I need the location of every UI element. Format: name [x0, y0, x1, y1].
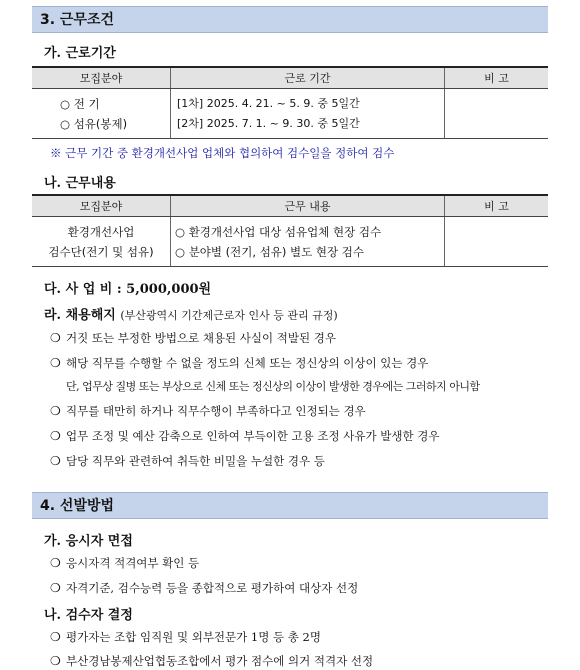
table-header: 비 고 [445, 195, 549, 217]
bullet-icon: ❍ [50, 654, 61, 668]
bullet-icon: ❍ [50, 581, 61, 595]
period-2: [2차] 2025. 7. 1. ~ 9. 30. 중 5일간 [177, 116, 360, 130]
subheading-inspector-decision: 나. 검수자 결정 [44, 608, 133, 623]
work-content-table [32, 194, 548, 267]
table-header: 근로 기간 [171, 67, 445, 89]
work-period-remark: ※ 근무 기간 중 환경개선사업 업체와 협의하여 검수일을 정하여 검수 [50, 146, 395, 160]
field-textile: ○ 섬유(봉제) [60, 116, 128, 131]
list-item: ❍ 업무 조정 및 예산 감축으로 인하여 부득이한 고용 조정 사유가 발생한 경우 [50, 429, 440, 443]
list-item: ❍ 담당 직무와 관련하여 취득한 비밀을 누설한 경우 등 [50, 454, 325, 468]
bullet-icon: ❍ [50, 331, 61, 345]
subheading-budget: 다. 사 업 비 : 5,000,000원 [44, 282, 212, 297]
list-item: ❍ 직무를 태만히 하거나 직무수행이 부족하다고 인정되는 경우 [50, 404, 366, 418]
duty-cell [171, 217, 445, 267]
list-item: ❍ 평가자는 조합 임직원 및 외부전문가 1명 등 총 2명 [50, 630, 321, 644]
table-header: 근무 내용 [171, 195, 445, 217]
subheading-interview: 가. 응시자 면접 [44, 534, 133, 549]
bullet-icon: ❍ [50, 630, 61, 644]
period-cell [171, 89, 445, 139]
list-item: ❍ 부산경남봉제산업협동조합에서 평가 점수에 의거 적격자 선정 [50, 654, 374, 668]
remark-cell [445, 89, 549, 139]
list-item: ❍ 응시자격 적격여부 확인 등 [50, 556, 200, 570]
subheading-termination [44, 304, 338, 323]
section-3-title: 3. 근무조건 [32, 6, 548, 33]
period-1: [1차] 2025. 4. 21. ~ 5. 9. 중 5일간 [177, 96, 360, 110]
table-header: 비 고 [445, 67, 549, 89]
bullet-icon: ❍ [50, 404, 61, 418]
duty-line: ○ 환경개선사업 대상 섬유업체 현장 검수 [175, 224, 382, 239]
list-item: ❍ 해당 직무를 수행할 수 없을 정도의 신체 또는 정신상의 이상이 있는 경우 [50, 356, 429, 370]
subheading-work-period: 가. 근로기간 [44, 46, 116, 61]
table-header: 모집분야 [32, 67, 171, 89]
field-cell [32, 217, 171, 267]
bullet-icon: ❍ [50, 454, 61, 468]
list-item: ❍ 자격기준, 검수능력 등을 종합적으로 평가하여 대상자 선정 [50, 581, 359, 595]
duty-line: ○ 분야별 (전기, 섬유) 별도 현장 검수 [175, 244, 365, 259]
termination-note: (부산광역시 기간제근로자 인사 등 관리 규정) [120, 309, 338, 322]
subheading-work-content: 나. 근무내용 [44, 176, 116, 191]
field-electric: ○ 전 기 [60, 96, 100, 111]
list-item: ❍ 거짓 또는 부정한 방법으로 채용된 사실이 적발된 경우 [50, 331, 336, 345]
field-line: 환경개선사업 [67, 224, 135, 239]
field-cell [32, 89, 171, 139]
list-item-continuation: 단, 업무상 질병 또는 부상으로 신체 또는 정신상의 이상이 발생한 경우에는 그러하지 아니함 [66, 380, 480, 393]
table-header: 모집분야 [32, 195, 171, 217]
section-4-title: 4. 선발방법 [32, 492, 548, 519]
field-line: 검수단(전기 및 섬유) [48, 244, 154, 259]
remark-cell [445, 217, 549, 267]
bullet-icon: ❍ [50, 556, 61, 570]
bullet-icon: ❍ [50, 429, 61, 443]
bullet-icon: ❍ [50, 356, 61, 370]
termination-title: 라. 채용해지 [44, 308, 116, 323]
work-period-table [32, 66, 548, 139]
